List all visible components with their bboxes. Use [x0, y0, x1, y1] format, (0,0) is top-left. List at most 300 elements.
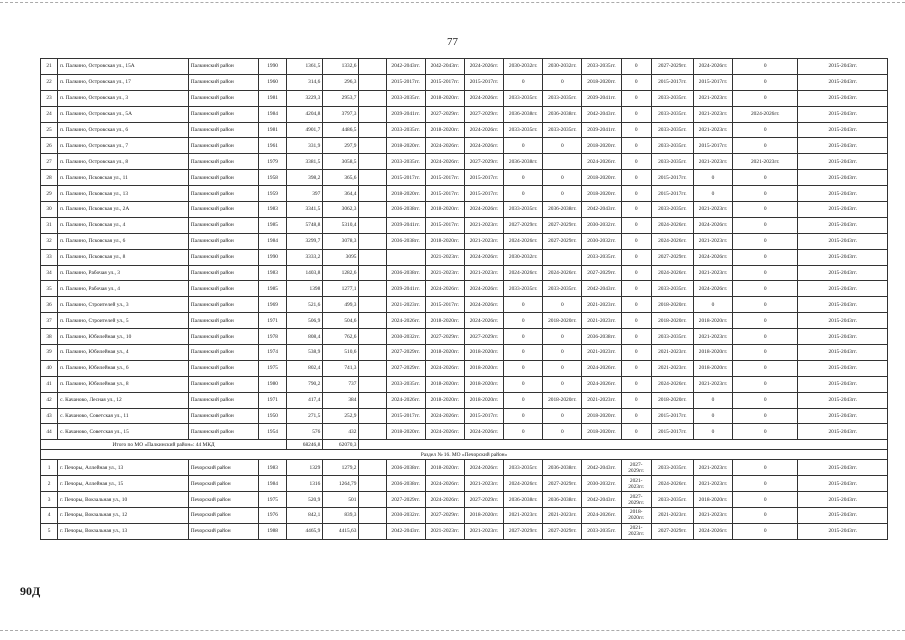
period-cell: 0 — [621, 297, 651, 313]
total-area-cell: 1361,5 — [287, 59, 323, 75]
row-number-cell: 37 — [41, 313, 58, 329]
living-area-sum-cell: 62070,3 — [323, 440, 359, 450]
period-cell: 2039-2041гг. — [386, 106, 425, 122]
period-cell: 2018-2020гг. — [582, 170, 621, 186]
table-row — [41, 360, 888, 376]
period-cell: 2033-2035гг. — [504, 90, 543, 106]
total-area-cell: 506,9 — [287, 313, 323, 329]
address-cell: п. Палкино, Островская ул., 5А — [58, 106, 189, 122]
total-area-cell: 790,2 — [287, 376, 323, 392]
total-area-cell: 417,4 — [287, 392, 323, 408]
year-built-cell: 1976 — [259, 508, 287, 524]
empty-cell — [359, 476, 386, 492]
period-cell: 0 — [504, 313, 543, 329]
period-cell: 0 — [621, 329, 651, 345]
district-cell: Палкинский район — [188, 74, 258, 90]
section-title-cell: Раздел № 16. МО «Печорский район» — [41, 450, 888, 460]
living-area-cell: 384 — [323, 392, 359, 408]
period-cell: 2018-2020гг. — [425, 233, 464, 249]
total-area-cell: 521,6 — [287, 297, 323, 313]
total-area-cell: 1403,8 — [287, 265, 323, 281]
table-row — [41, 523, 888, 539]
period-cell: 0 — [733, 122, 798, 138]
period-cell: 2033-2035гг. — [651, 460, 693, 476]
period-cell: 2027-2029гг. — [651, 59, 693, 75]
district-cell: Палкинский район — [188, 122, 258, 138]
period-cell: 2027-2029гг. — [464, 154, 503, 170]
period-cell: 2015-2017гг. — [651, 74, 693, 90]
district-cell: Палкинский район — [188, 408, 258, 424]
empty-cell — [359, 170, 386, 186]
address-cell: г. Печоры, Вокзальная ул., 13 — [58, 523, 189, 539]
period-cell: 2036-2038гг. — [543, 460, 582, 476]
row-number-cell: 38 — [41, 329, 58, 345]
address-cell: п. Палкино, Юбилейная ул., 8 — [58, 376, 189, 392]
year-built-cell: 1988 — [259, 523, 287, 539]
table-row — [41, 233, 888, 249]
row-number-cell: 31 — [41, 217, 58, 233]
row-number-cell: 32 — [41, 233, 58, 249]
period-cell: 0 — [621, 249, 651, 265]
period-cell: 2021-2023гг. — [386, 297, 425, 313]
district-cell: Палкинский район — [188, 138, 258, 154]
row-number-cell: 21 — [41, 59, 58, 75]
period-cell: 2027-2029гг. — [464, 329, 503, 345]
period-cell: 0 — [621, 265, 651, 281]
period-cell: 2015-2017гг. — [651, 424, 693, 440]
living-area-cell: 839,3 — [323, 508, 359, 524]
year-built-cell: 1961 — [259, 138, 287, 154]
period-cell: 2036-2038гг. — [386, 202, 425, 218]
table-row — [41, 376, 888, 392]
row-number-cell: 5 — [41, 523, 58, 539]
living-area-cell: 3058,5 — [323, 154, 359, 170]
address-cell: г. Печоры, Аллейная ул., 15 — [58, 476, 189, 492]
period-cell: 2030-2032гг. — [582, 233, 621, 249]
period-cell: 2024-2026гг. — [582, 154, 621, 170]
district-cell: Палкинский район — [188, 265, 258, 281]
period-cell: 0 — [693, 408, 732, 424]
district-cell: Палкинский район — [188, 360, 258, 376]
period-cell: 2015-2017гг. — [425, 170, 464, 186]
empty-cell — [359, 106, 386, 122]
total-area-cell: 802,4 — [287, 360, 323, 376]
period-cell: 2021-2023гг. — [651, 508, 693, 524]
period-cell: 2021-2023гг. — [582, 297, 621, 313]
period-cell: 0 — [621, 122, 651, 138]
table-row — [41, 460, 888, 476]
total-area-cell: 1398 — [287, 281, 323, 297]
district-cell: Печорский район — [188, 476, 258, 492]
year-built-cell: 1983 — [259, 265, 287, 281]
period-cell: 0 — [543, 360, 582, 376]
period-cell: 2042-2043гг. — [425, 59, 464, 75]
empty-cell — [359, 217, 386, 233]
period-cell: 0 — [621, 233, 651, 249]
total-row — [41, 440, 888, 450]
address-cell: п. Палкино, Псковская ул., 11 — [58, 170, 189, 186]
footer-code: 90Д — [20, 584, 41, 598]
empty-cell — [359, 345, 386, 361]
period-cell: 2018-2020гг. — [464, 360, 503, 376]
period-cell: 2018-2020гг. — [425, 460, 464, 476]
period-cell: 2015-2043гг. — [798, 329, 888, 345]
year-built-cell: 1990 — [259, 249, 287, 265]
period-cell: 2039-2041гг. — [582, 122, 621, 138]
period-cell: 0 — [621, 90, 651, 106]
district-cell: Палкинский район — [188, 313, 258, 329]
year-built-cell: 1981 — [259, 122, 287, 138]
table-row — [41, 281, 888, 297]
period-cell: 2021-2023гг. — [582, 313, 621, 329]
period-cell: 2015-2043гг. — [798, 460, 888, 476]
period-cell: 2027-2029гг. — [425, 106, 464, 122]
address-cell: п. Палкино, Островская ул., 17 — [58, 74, 189, 90]
living-area-cell: 364,4 — [323, 186, 359, 202]
total-area-cell: 331,9 — [287, 138, 323, 154]
period-cell: 0 — [733, 186, 798, 202]
period-cell: 2036-2038гг. — [386, 476, 425, 492]
period-cell: 2015-2017гг. — [651, 186, 693, 202]
period-cell: 2024-2026гг. — [464, 313, 503, 329]
district-cell: Палкинский район — [188, 186, 258, 202]
row-number-cell: 2 — [41, 476, 58, 492]
empty-cell — [359, 249, 386, 265]
empty-cell — [359, 186, 386, 202]
period-cell: 2027-2029гг. — [464, 106, 503, 122]
period-cell: 2015-2043гг. — [798, 265, 888, 281]
period-cell: 2015-2017гг. — [651, 170, 693, 186]
row-number-cell: 22 — [41, 74, 58, 90]
period-cell: 2015-2017гг. — [464, 74, 503, 90]
year-built-cell: 1969 — [259, 297, 287, 313]
year-built-cell: 1971 — [259, 392, 287, 408]
table-row — [41, 476, 888, 492]
period-cell: 0 — [693, 186, 732, 202]
period-cell: 0 — [543, 329, 582, 345]
table-row — [41, 508, 888, 524]
period-cell: 2024-2026гг. — [425, 281, 464, 297]
empty-cell — [359, 508, 386, 524]
district-cell: Палкинский район — [188, 233, 258, 249]
period-cell: 2021-2023гг. — [693, 202, 732, 218]
period-cell: 2021-2023гг. — [425, 523, 464, 539]
period-cell: 2021-2023гг. — [582, 392, 621, 408]
period-cell: 2015-2017гг. — [464, 186, 503, 202]
district-cell: Палкинский район — [188, 154, 258, 170]
year-built-cell: 1980 — [259, 376, 287, 392]
period-cell: 2018-2020гг. — [543, 313, 582, 329]
district-cell: Печорский район — [188, 508, 258, 524]
total-area-cell: 520,9 — [287, 492, 323, 508]
period-cell: 2015-2017гг. — [425, 186, 464, 202]
living-area-cell: 1264,79 — [323, 476, 359, 492]
period-cell: 2015-2043гг. — [798, 281, 888, 297]
empty-cell — [359, 376, 386, 392]
period-cell: 0 — [504, 138, 543, 154]
address-cell: с. Качаново, Советская ул., 11 — [58, 408, 189, 424]
period-cell: 0 — [693, 392, 732, 408]
living-area-cell: 499,3 — [323, 297, 359, 313]
period-cell: 2015-2043гг. — [798, 313, 888, 329]
period-cell: 2027-2029гг. — [621, 460, 651, 476]
period-cell: 2027-2029гг. — [543, 217, 582, 233]
period-cell: 0 — [733, 202, 798, 218]
living-area-cell: 501 — [323, 492, 359, 508]
district-cell: Палкинский район — [188, 329, 258, 345]
period-cell: 0 — [733, 265, 798, 281]
period-cell: 2030-2032гг. — [504, 59, 543, 75]
period-cell: 0 — [733, 281, 798, 297]
period-cell: 2018-2020гг. — [651, 313, 693, 329]
year-built-cell: 1985 — [259, 281, 287, 297]
period-cell: 2027-2029гг. — [504, 523, 543, 539]
period-cell: 2018-2020гг. — [386, 186, 425, 202]
period-cell: 2033-2035гг. — [543, 122, 582, 138]
year-built-cell: 1954 — [259, 424, 287, 440]
period-cell: 2015-2017гг. — [651, 408, 693, 424]
period-cell: 2018-2020гг. — [582, 74, 621, 90]
period-cell: 2021-2023гг. — [693, 460, 732, 476]
period-cell: 2039-2041гг. — [582, 90, 621, 106]
housing-repair-schedule-table — [40, 58, 888, 540]
empty-cell — [359, 424, 386, 440]
district-cell: Печорский район — [188, 523, 258, 539]
year-built-cell: 1975 — [259, 360, 287, 376]
year-built-cell: 1990 — [259, 59, 287, 75]
living-area-cell: 3062,3 — [323, 202, 359, 218]
period-cell: 2021-2023гг. — [693, 90, 732, 106]
period-cell: 2036-2038гг. — [504, 106, 543, 122]
row-number-cell: 40 — [41, 360, 58, 376]
period-cell: 2033-2035гг. — [386, 376, 425, 392]
table-row — [41, 408, 888, 424]
row-number-cell: 34 — [41, 265, 58, 281]
period-cell: 2018-2020гг. — [425, 90, 464, 106]
table-row — [41, 297, 888, 313]
period-cell: 0 — [733, 313, 798, 329]
period-cell: 2021-2023гг. — [582, 345, 621, 361]
period-cell: 0 — [621, 313, 651, 329]
period-cell: 2033-2035гг. — [651, 90, 693, 106]
period-cell: 2024-2026гг. — [425, 476, 464, 492]
year-built-cell: 1983 — [259, 202, 287, 218]
year-built-cell: 1979 — [259, 154, 287, 170]
period-cell: 2027-2029гг. — [464, 492, 503, 508]
period-cell: 2027-2029гг. — [504, 217, 543, 233]
period-cell: 2015-2017гг. — [693, 138, 732, 154]
period-cell: 2024-2026гг. — [733, 106, 798, 122]
period-cell: 2018-2020гг. — [425, 122, 464, 138]
period-cell: 2024-2026гг. — [464, 138, 503, 154]
total-area-cell: 398,2 — [287, 170, 323, 186]
period-cell: 2042-2043гг. — [582, 106, 621, 122]
address-cell: п. Палкино, Юбилейная ул., 6 — [58, 360, 189, 376]
period-cell: 2015-2043гг. — [798, 345, 888, 361]
period-cell: 0 — [733, 170, 798, 186]
empty-cell — [359, 440, 888, 450]
total-area-cell: 4901,7 — [287, 122, 323, 138]
period-cell: 2015-2017гг. — [425, 74, 464, 90]
table-row — [41, 217, 888, 233]
period-cell: 2033-2035гг. — [386, 154, 425, 170]
year-built-cell: 1978 — [259, 329, 287, 345]
period-cell: 0 — [621, 376, 651, 392]
period-cell: 0 — [733, 249, 798, 265]
period-cell: 2015-2017гг. — [464, 408, 503, 424]
period-cell: 2024-2026гг. — [386, 313, 425, 329]
bottom-cut-line — [0, 630, 905, 631]
total-area-cell: 842,1 — [287, 508, 323, 524]
period-cell: 2024-2026гг. — [504, 265, 543, 281]
period-cell: 0 — [733, 376, 798, 392]
empty-cell — [359, 297, 386, 313]
period-cell: 2021-2023гг. — [693, 265, 732, 281]
period-cell: 2027-2029гг. — [425, 329, 464, 345]
row-number-cell: 35 — [41, 281, 58, 297]
total-area-cell: 3381,5 — [287, 154, 323, 170]
empty-cell — [359, 460, 386, 476]
period-cell: 2021-2023гг. — [425, 265, 464, 281]
period-cell: 2024-2026гг. — [693, 59, 732, 75]
period-cell: 2036-2038гг. — [543, 106, 582, 122]
top-cut-line — [0, 2, 905, 3]
period-cell: 2015-2017гг. — [464, 170, 503, 186]
address-cell: п. Палкино, Юбилейная ул., 4 — [58, 345, 189, 361]
district-cell: Палкинский район — [188, 249, 258, 265]
period-cell: 0 — [504, 408, 543, 424]
period-cell: 0 — [543, 186, 582, 202]
period-cell: 0 — [733, 138, 798, 154]
period-cell: 0 — [733, 492, 798, 508]
period-cell: 2033-2035гг. — [651, 106, 693, 122]
period-cell: 0 — [504, 376, 543, 392]
period-cell: 2042-2043гг. — [582, 492, 621, 508]
total-area-cell: 1316 — [287, 476, 323, 492]
period-cell: 2036-2038гг. — [386, 265, 425, 281]
table-row — [41, 122, 888, 138]
living-area-cell: 432 — [323, 424, 359, 440]
period-cell: 2033-2035гг. — [504, 460, 543, 476]
period-cell: 2021-2023гг. — [693, 106, 732, 122]
period-cell: 2033-2035гг. — [651, 492, 693, 508]
period-cell: 2018-2020гг. — [693, 313, 732, 329]
period-cell: 0 — [504, 297, 543, 313]
period-cell: 2021-2023гг. — [693, 376, 732, 392]
period-cell: 2033-2035гг. — [386, 122, 425, 138]
period-cell: 2024-2026гг. — [693, 249, 732, 265]
period-cell — [543, 154, 582, 170]
period-cell: 2018-2020гг. — [582, 186, 621, 202]
period-cell: 2024-2026гг. — [464, 460, 503, 476]
period-cell: 2027-2029гг. — [543, 523, 582, 539]
period-cell: 2024-2026гг. — [693, 217, 732, 233]
living-area-cell: 296,3 — [323, 74, 359, 90]
table-row — [41, 154, 888, 170]
period-cell: 2024-2026гг. — [582, 360, 621, 376]
period-cell: 2018-2020гг. — [425, 202, 464, 218]
living-area-cell: 297,9 — [323, 138, 359, 154]
living-area-cell: 1277,1 — [323, 281, 359, 297]
table-row — [41, 186, 888, 202]
period-cell: 0 — [543, 408, 582, 424]
row-number-cell: 29 — [41, 186, 58, 202]
period-cell: 2021-2023гг. — [464, 233, 503, 249]
period-cell: 2015-2043гг. — [798, 170, 888, 186]
table-row — [41, 170, 888, 186]
year-built-cell: 1959 — [259, 186, 287, 202]
period-cell: 2024-2026гг. — [651, 265, 693, 281]
total-area-cell: 4204,8 — [287, 106, 323, 122]
period-cell: 2018-2020гг. — [464, 508, 503, 524]
period-cell: 2027-2029гг. — [543, 476, 582, 492]
empty-cell — [359, 154, 386, 170]
period-cell: 2018-2020гг. — [621, 508, 651, 524]
district-cell: Печорский район — [188, 460, 258, 476]
period-cell: 0 — [733, 360, 798, 376]
empty-cell — [359, 313, 386, 329]
period-cell: 2015-2043гг. — [798, 249, 888, 265]
period-cell: 2024-2026гг. — [582, 508, 621, 524]
row-number-cell: 39 — [41, 345, 58, 361]
period-cell — [386, 249, 425, 265]
district-cell: Палкинский район — [188, 217, 258, 233]
period-cell: 2018-2020гг. — [582, 408, 621, 424]
period-cell: 0 — [621, 345, 651, 361]
period-cell: 2033-2035гг. — [651, 329, 693, 345]
address-cell: п. Палкино, Рабочая ул., 4 — [58, 281, 189, 297]
total-area-cell: 576 — [287, 424, 323, 440]
total-label-cell: Итого по МО «Палкинский район»: 44 МКД — [41, 440, 287, 450]
period-cell: 2021-2023гг. — [693, 122, 732, 138]
empty-cell — [359, 74, 386, 90]
period-cell: 0 — [733, 329, 798, 345]
total-area-cell: 4465,9 — [287, 523, 323, 539]
total-area-cell: 397 — [287, 186, 323, 202]
period-cell: 0 — [504, 424, 543, 440]
period-cell: 2024-2026гг. — [464, 90, 503, 106]
period-cell: 2027-2029гг. — [386, 492, 425, 508]
period-cell: 2021-2023гг. — [733, 154, 798, 170]
period-cell: 2015-2043гг. — [798, 217, 888, 233]
address-cell: п. Палкино, Псковская ул., 6 — [58, 233, 189, 249]
district-cell: Палкинский район — [188, 297, 258, 313]
period-cell: 2042-2043гг. — [582, 281, 621, 297]
period-cell: 2015-2043гг. — [798, 376, 888, 392]
address-cell: п. Палкино, Псковская ул., 8 — [58, 249, 189, 265]
period-cell: 0 — [621, 186, 651, 202]
total-area-sum-cell: 68246,8 — [287, 440, 323, 450]
period-cell: 2039-2041гг. — [386, 217, 425, 233]
period-cell: 2039-2041гг. — [386, 281, 425, 297]
period-cell: 2021-2023гг. — [464, 523, 503, 539]
period-cell: 2021-2023гг. — [651, 360, 693, 376]
table-row — [41, 492, 888, 508]
period-cell: 2015-2043гг. — [798, 492, 888, 508]
period-cell: 2018-2020гг. — [425, 392, 464, 408]
period-cell: 2021-2023гг. — [693, 329, 732, 345]
period-cell — [543, 249, 582, 265]
period-cell: 2018-2020гг. — [425, 313, 464, 329]
period-cell: 2015-2043гг. — [798, 508, 888, 524]
period-cell: 2033-2035гг. — [504, 202, 543, 218]
year-built-cell: 1984 — [259, 233, 287, 249]
empty-cell — [359, 360, 386, 376]
period-cell: 0 — [543, 138, 582, 154]
period-cell: 0 — [733, 408, 798, 424]
period-cell: 2021-2023гг. — [504, 508, 543, 524]
period-cell: 2033-2035гг. — [504, 122, 543, 138]
